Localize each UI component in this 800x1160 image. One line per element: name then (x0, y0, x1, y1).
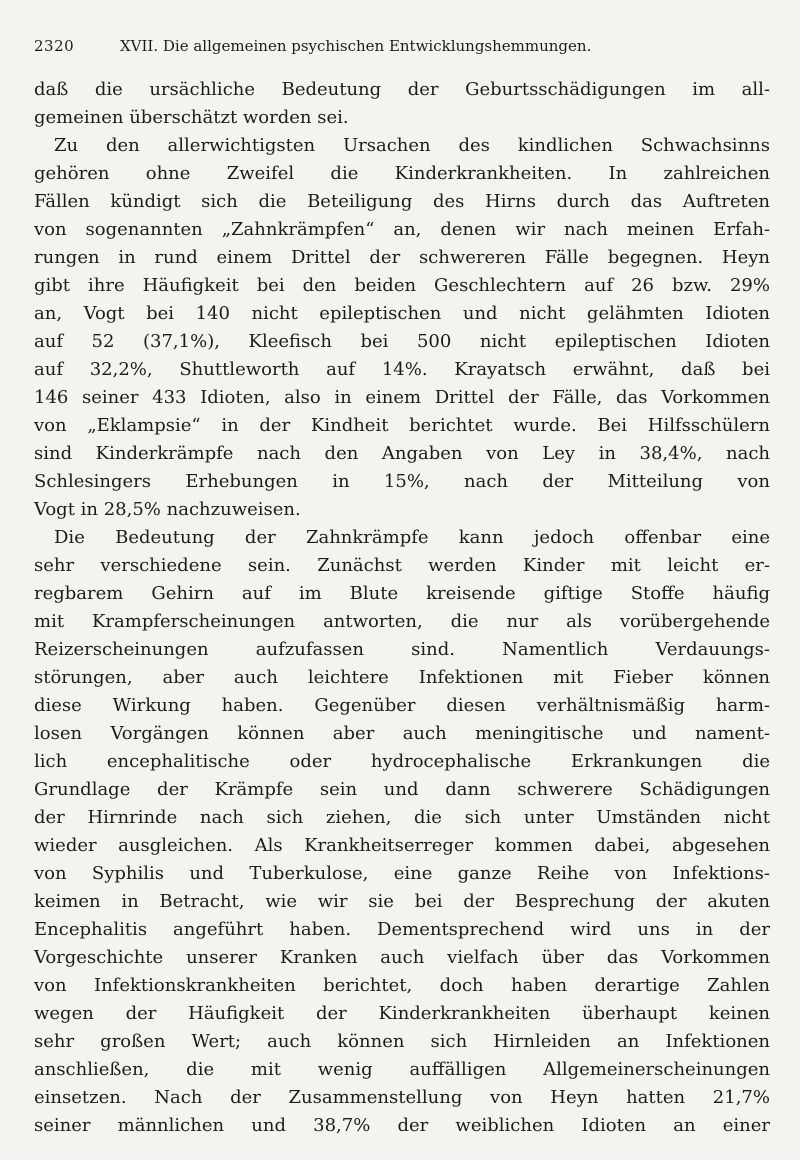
text-line: von Infektionskrankheiten berichtet, doch haben derartige Zahlen (34, 975, 770, 996)
running-title: XVII. Die allgemeinen psychischen Entwicklungshemmungen. (120, 37, 592, 55)
text-line: Fällen kündigt sich die Beteiligung des Hirns durch das Auftreten (34, 191, 770, 212)
text-line: auf 32,2%, Shuttleworth auf 14%. Krayatsch erwähnt, daß bei (34, 359, 770, 380)
text-line: Schlesingers Erhebungen in 15%, nach der Mitteilung von (34, 471, 770, 492)
text-line: wegen der Häufigkeit der Kinderkrankheiten überhaupt keinen (34, 1003, 770, 1024)
text-line: von „Eklampsie“ in der Kindheit berichtet wurde. Bei Hilfsschülern (34, 415, 770, 436)
text-line: keimen in Betracht, wie wir sie bei der Besprechung der akuten (34, 891, 770, 912)
text-line: an, Vogt bei 140 nicht epileptischen und nicht gelähmten Idioten (34, 303, 770, 324)
page-number: 2320 (34, 37, 75, 55)
text-line: lich encephalitische oder hydrocephalische Erkrankungen die (34, 751, 770, 772)
text-line: von sogenannten „Zahnkrämpfen“ an, denen wir nach meinen Erfah- (34, 219, 770, 240)
text-line: daß die ursächliche Bedeutung der Geburtsschädigungen im all- (34, 79, 770, 100)
text-line: sehr verschiedene sein. Zunächst werden Kinder mit leicht er- (34, 555, 770, 576)
text-line: Encephalitis angeführt haben. Dementsprechend wird uns in der (34, 919, 770, 940)
text-line: 146 seiner 433 Idioten, also in einem Drittel der Fälle, das Vorkommen (34, 387, 770, 408)
text-line: anschließen, die mit wenig auffälligen Allgemeinerscheinungen (34, 1059, 770, 1080)
text-line: rungen in rund einem Drittel der schwereren Fälle begegnen. Heyn (34, 247, 770, 268)
text-line: Vogt in 28,5% nachzuweisen. (34, 499, 301, 520)
text-line: seiner männlichen und 38,7% der weiblichen Idioten an einer (34, 1115, 770, 1136)
text-line: Die Bedeutung der Zahnkrämpfe kann jedoch offenbar eine (54, 527, 770, 548)
text-line: gibt ihre Häufigkeit bei den beiden Geschlechtern auf 26 bzw. 29% (34, 275, 770, 296)
text-line: gemeinen überschätzt worden sei. (34, 107, 349, 128)
text-line: Vorgeschichte unserer Kranken auch vielfach über das Vorkommen (34, 947, 770, 968)
text-line: wieder ausgleichen. Als Krankheitserreger kommen dabei, abgesehen (34, 835, 770, 856)
text-line: auf 52 (37,1%), Kleefisch bei 500 nicht epileptischen Idioten (34, 331, 770, 352)
text-line: mit Krampferscheinungen antworten, die nur als vorübergehende (34, 611, 770, 632)
running-header (34, 36, 774, 56)
text-line: Grundlage der Krämpfe sein und dann schwerere Schädigungen (34, 779, 770, 800)
body-text (34, 76, 770, 1140)
text-line: störungen, aber auch leichtere Infektionen mit Fieber können (34, 667, 770, 688)
text-line: sehr großen Wert; auch können sich Hirnleiden an Infektionen (34, 1031, 770, 1052)
text-line: von Syphilis und Tuberkulose, eine ganze Reihe von Infektions- (34, 863, 770, 884)
text-line: diese Wirkung haben. Gegenüber diesen verhältnismäßig harm- (34, 695, 770, 716)
text-line: gehören ohne Zweifel die Kinderkrankheiten. In zahlreichen (34, 163, 770, 184)
text-line: der Hirnrinde nach sich ziehen, die sich unter Umständen nicht (34, 807, 770, 828)
text-line: sind Kinderkrämpfe nach den Angaben von Ley in 38,4%, nach (34, 443, 770, 464)
text-line: einsetzen. Nach der Zusammenstellung von Heyn hatten 21,7% (34, 1087, 770, 1108)
text-line: losen Vorgängen können aber auch meningitische und nament- (34, 723, 770, 744)
text-line: Zu den allerwichtigsten Ursachen des kindlichen Schwachsinns (54, 135, 770, 156)
text-line: Reizerscheinungen aufzufassen sind. Namentlich Verdauungs- (34, 639, 770, 660)
text-line: regbarem Gehirn auf im Blute kreisende giftige Stoffe häufig (34, 583, 770, 604)
